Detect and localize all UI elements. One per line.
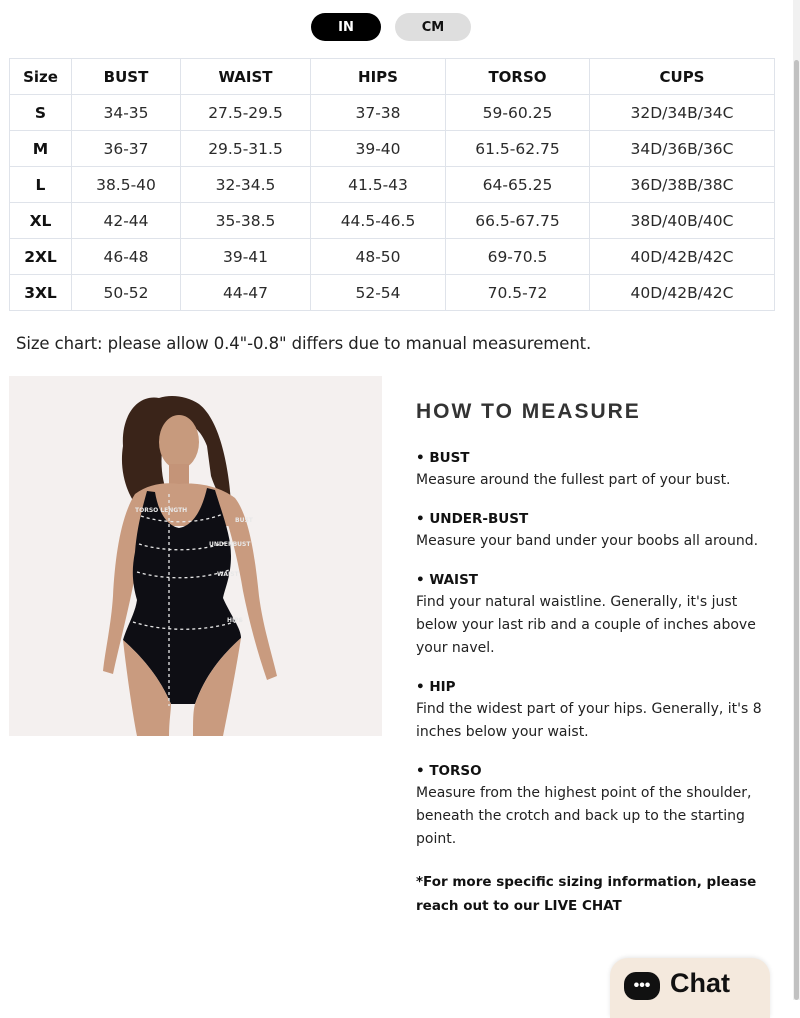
hips-cell: 52-54 [311, 275, 446, 311]
waist-cell: 44-47 [181, 275, 311, 311]
table-row [10, 203, 775, 239]
measure-desc: Measure around the fullest part of your bust. [416, 472, 731, 488]
measure-desc: Measure from the highest point of the shoulder, beneath the crotch and back up to the starting point. [416, 785, 752, 847]
label-torso: TORSO LENGTH [135, 507, 188, 514]
size-cell: L [10, 167, 72, 203]
measure-title: • BUST [416, 450, 470, 466]
measure-title: • UNDER-BUST [416, 511, 529, 527]
cups-cell: 40D/42B/42C [590, 275, 775, 311]
torso-cell: 66.5-67.75 [446, 203, 590, 239]
torso-cell: 69-70.5 [446, 239, 590, 275]
waist-cell: 29.5-31.5 [181, 131, 311, 167]
chat-label: Chat [670, 968, 730, 998]
waist-cell: 32-34.5 [181, 167, 311, 203]
model-illustration [9, 376, 382, 736]
cups-cell: 36D/38B/38C [590, 167, 775, 203]
size-cell: 3XL [10, 275, 72, 311]
measure-torso [416, 763, 766, 851]
chat-bubble-icon: ••• [624, 972, 660, 1000]
table-row [10, 239, 775, 275]
measure-desc: Find the widest part of your hips. Generally, it's 8 inches below your waist. [416, 701, 762, 740]
unit-cm-button[interactable]: CM [395, 13, 471, 41]
bust-cell: 38.5-40 [72, 167, 181, 203]
size-cell: XL [10, 203, 72, 239]
scrollbar-thumb[interactable] [794, 60, 799, 1000]
size-cell: 2XL [10, 239, 72, 275]
torso-cell: 64-65.25 [446, 167, 590, 203]
how-to-measure-section [416, 400, 766, 918]
scrollbar-track[interactable] [793, 0, 800, 1000]
bust-cell: 50-52 [72, 275, 181, 311]
table-row [10, 167, 775, 203]
header-bust: BUST [72, 59, 181, 95]
measure-underbust [416, 511, 766, 553]
model-measurement-image [9, 376, 382, 736]
torso-cell: 59-60.25 [446, 95, 590, 131]
waist-cell: 35-38.5 [181, 203, 311, 239]
cups-cell: 32D/34B/34C [590, 95, 775, 131]
header-torso: TORSO [446, 59, 590, 95]
measure-bust [416, 450, 766, 492]
chat-launcher-button[interactable] [610, 958, 770, 1018]
table-row [10, 131, 775, 167]
waist-cell: 39-41 [181, 239, 311, 275]
cups-cell: 34D/36B/36C [590, 131, 775, 167]
hips-cell: 37-38 [311, 95, 446, 131]
sizing-footer-note: *For more specific sizing information, please reach out to our LIVE CHAT [416, 874, 757, 914]
size-chart-table [9, 58, 775, 311]
measure-desc: Find your natural waistline. Generally, it's just below your last rib and a couple of inches above your navel. [416, 594, 756, 656]
label-bust: BUST [235, 517, 253, 524]
torso-cell: 70.5-72 [446, 275, 590, 311]
hips-cell: 44.5-46.5 [311, 203, 446, 239]
hips-cell: 39-40 [311, 131, 446, 167]
table-row [10, 95, 775, 131]
label-waist: WAIST [217, 571, 239, 578]
header-hips: HIPS [311, 59, 446, 95]
size-chart-note: Size chart: please allow 0.4"-0.8" differs due to manual measurement. [16, 334, 592, 353]
table-row [10, 275, 775, 311]
how-to-measure-title: HOW TO MEASURE [416, 400, 641, 423]
table-header-row [10, 59, 775, 95]
hips-cell: 48-50 [311, 239, 446, 275]
size-cell: M [10, 131, 72, 167]
torso-cell: 61.5-62.75 [446, 131, 590, 167]
bust-cell: 42-44 [72, 203, 181, 239]
unit-in-button[interactable]: IN [311, 13, 381, 41]
measure-waist [416, 572, 766, 660]
bust-cell: 46-48 [72, 239, 181, 275]
waist-cell: 27.5-29.5 [181, 95, 311, 131]
bust-cell: 36-37 [72, 131, 181, 167]
measure-title: • TORSO [416, 763, 482, 779]
unit-toggle [0, 13, 800, 43]
bust-cell: 34-35 [72, 95, 181, 131]
size-cell: S [10, 95, 72, 131]
measure-desc: Measure your band under your boobs all around. [416, 533, 759, 549]
header-cups: CUPS [590, 59, 775, 95]
label-underbust: UNDERBUST [209, 541, 251, 548]
cups-cell: 40D/42B/42C [590, 239, 775, 275]
hips-cell: 41.5-43 [311, 167, 446, 203]
measure-title: • WAIST [416, 572, 479, 588]
label-hips: HIPS [227, 617, 243, 624]
header-waist: WAIST [181, 59, 311, 95]
header-size: Size [10, 59, 72, 95]
measure-title: • HIP [416, 679, 456, 695]
measure-hip [416, 679, 766, 744]
cups-cell: 38D/40B/40C [590, 203, 775, 239]
